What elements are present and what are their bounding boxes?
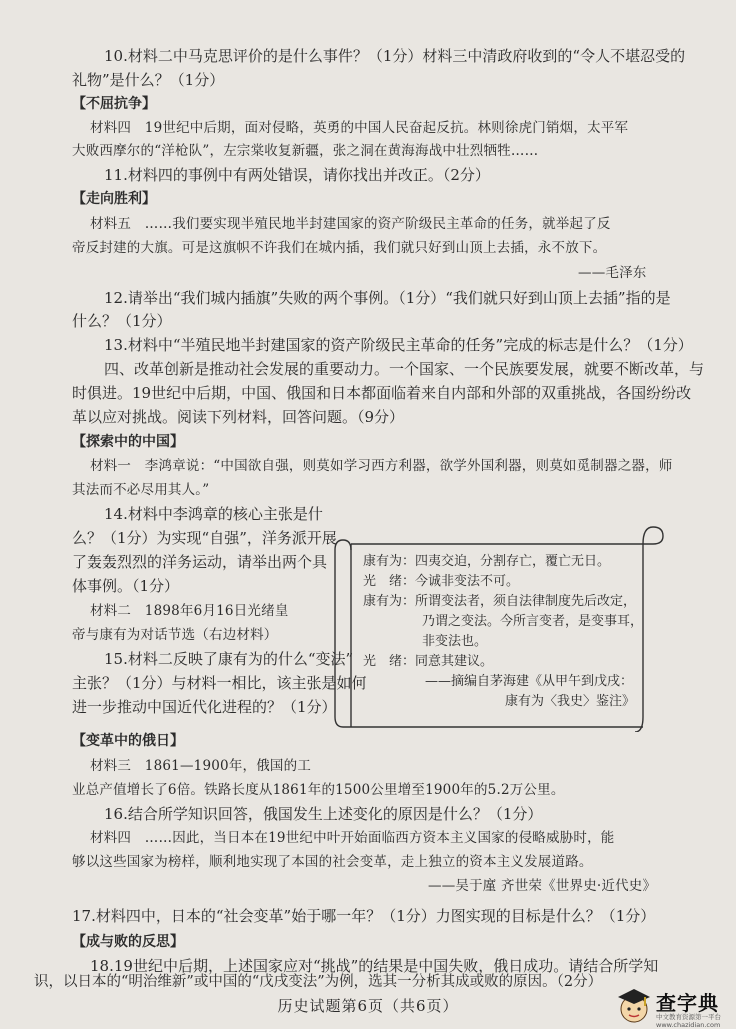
question-14-line-2: 么？（1分）为实现“自强”，洋务派开展 bbox=[72, 529, 337, 547]
chazidian-logo bbox=[612, 985, 732, 1029]
page-footer: 历史试题第6页（共6页） bbox=[277, 997, 459, 1015]
material-4-line-2: 大败西摩尔的“洋枪队”，左宗棠收复新疆，张之洞在黄海海战中壮烈牺牲…… bbox=[72, 143, 539, 159]
section-4-intro-line-2: 时俱进。19世纪中后期，中国、俄国和日本都面临着来自内部和外部的双重挑战，各国纷纷改 bbox=[72, 384, 692, 402]
question-14-line-4: 体事例。（1分） bbox=[72, 577, 180, 595]
graduate-mascot-icon bbox=[614, 985, 654, 1025]
question-15-line-2: 主张？（1分）与材料一相比，该主张是如何 bbox=[72, 674, 367, 692]
dialogue-line-1: 康有为：四夷交迫，分割存亡，覆亡无日。 bbox=[363, 554, 611, 569]
question-14-line-3: 了轰轰烈烈的洋务运动，请举出两个具 bbox=[72, 553, 328, 571]
material-4-japan-line-1: 材料四 ……因此，当日本在19世纪中叶开始面临西方资本主义国家的侵略威胁时，能 bbox=[90, 830, 615, 846]
material-3-line-2: 业总产值增长了6倍。铁路长度从1861年的1500公里增至1900年的5.2万公里。 bbox=[72, 782, 565, 798]
material-5-source: ——毛泽东 bbox=[578, 265, 647, 281]
logo-wordmark: 查字典 bbox=[656, 991, 719, 1015]
dialogue-line-4: 乃谓之变法。今所言变者，是变事耳， bbox=[422, 614, 644, 629]
question-18-line-2: 识，以日本的“明治维新”或中国的“戊戌变法”为例，选其一分析其成或败的原因。（2分） bbox=[34, 974, 603, 990]
section-heading-china: 【探索中的中国】 bbox=[72, 434, 184, 450]
question-10-line-1: 10.材料二中马克思评价的是什么事件？（1分）材料三中清政府收到的“令人不堪忍受的 bbox=[104, 47, 686, 65]
logo-tagline: 中文教育资源第一平台 www.chazidian.com bbox=[656, 1013, 721, 1029]
section-4-intro-line-3: 革以应对挑战。阅读下列材料，回答问题。（9分） bbox=[72, 408, 405, 426]
dialogue-line-5: 非变法也。 bbox=[422, 634, 488, 649]
material-4-japan-source: ——吴于廑 齐世荣《世界史·近代史》 bbox=[428, 878, 657, 894]
section-4-intro-line-1: 四、改革创新是推动社会发展的重要动力。一个国家、一个民族要发展，就要不断改革，与 bbox=[104, 360, 705, 378]
question-18-line-1: 18.19世纪中后期，上述国家应对“挑战”的结果是中国失败，俄日成功。请结合所学知 bbox=[90, 957, 659, 975]
section-heading-reflection: 【成与败的反思】 bbox=[72, 934, 184, 950]
question-10-line-2: 礼物”是什么？（1分） bbox=[72, 71, 225, 89]
material-4-japan-line-2: 够以这些国家为榜样，顺利地实现了本国的社会变革，走上独立的资本主义发展道路。 bbox=[72, 854, 593, 870]
material-5-line-1: 材料五 ……我们要实现半殖民地半封建国家的资产阶级民主革命的任务，就举起了反 bbox=[90, 216, 611, 232]
section-heading-victory: 【走向胜利】 bbox=[72, 191, 156, 207]
section-heading-russia-japan: 【变革中的俄日】 bbox=[72, 733, 184, 749]
dialogue-source-line-1: ——摘编自茅海建《从甲午到戊戌： bbox=[425, 674, 634, 689]
question-14-line-1: 14.材料中李鸿章的核心主张是什 bbox=[104, 505, 323, 523]
dialogue-line-3: 康有为：所谓变法者，须自法律制度先后改定， bbox=[363, 594, 637, 609]
material-1-line-2: 其法而不必尽用其人。” bbox=[72, 482, 210, 498]
material-5-line-2: 帝反封建的大旗。可是这旗帜不许我们在城内插，我们就只好到山顶上去插，永不放下。 bbox=[72, 240, 607, 256]
scroll-dialogue-box bbox=[325, 522, 667, 732]
material-2-line-1: 材料二 1898年6月16日光绪皇 bbox=[90, 603, 289, 619]
material-3-line-1: 材料三 1861—1900年，俄国的工 bbox=[90, 758, 312, 774]
question-12-line-1: 12.请举出“我们城内插旗”失败的两个事例。（1分）“我们就只好到山顶上去插”指的是 bbox=[104, 289, 671, 307]
material-4-line-1: 材料四 19世纪中后期，面对侵略，英勇的中国人民奋起反抗。林则徐虎门销烟，太平军 bbox=[90, 120, 629, 136]
question-17: 17.材料四中，日本的“社会变革”始于哪一年？（1分）力图实现的目标是什么？（1分） bbox=[72, 907, 656, 925]
section-heading-resistance: 【不屈抗争】 bbox=[72, 96, 156, 112]
dialogue-source-line-2: 康有为〈我史〉鉴注》 bbox=[505, 694, 636, 709]
dialogue-line-6: 光 绪：同意其建议。 bbox=[363, 654, 494, 669]
question-13: 13.材料中“半殖民地半封建国家的资产阶级民主革命的任务”完成的标志是什么？（1分） bbox=[104, 336, 693, 354]
question-16: 16.结合所学知识回答，俄国发生上述变化的原因是什么？（1分） bbox=[104, 805, 543, 823]
question-15-line-3: 进一步推动中国近代化进程的？（1分） bbox=[72, 698, 337, 716]
question-15-line-1: 15.材料二反映了康有为的什么“变法” bbox=[104, 650, 354, 668]
question-11: 11.材料四的事例中有两处错误，请你找出并改正。（2分） bbox=[104, 166, 490, 184]
dialogue-line-2: 光 绪：今诚非变法不可。 bbox=[363, 574, 520, 589]
question-12-line-2: 什么？（1分） bbox=[72, 312, 172, 330]
material-1-line-1: 材料一 李鸿章说：“中国欲自强，则莫如学习西方利器，欲学外国利器，则莫如觅制器之器，师 bbox=[90, 458, 673, 474]
material-2-line-2: 帝与康有为对话节选（右边材料） bbox=[72, 627, 278, 643]
